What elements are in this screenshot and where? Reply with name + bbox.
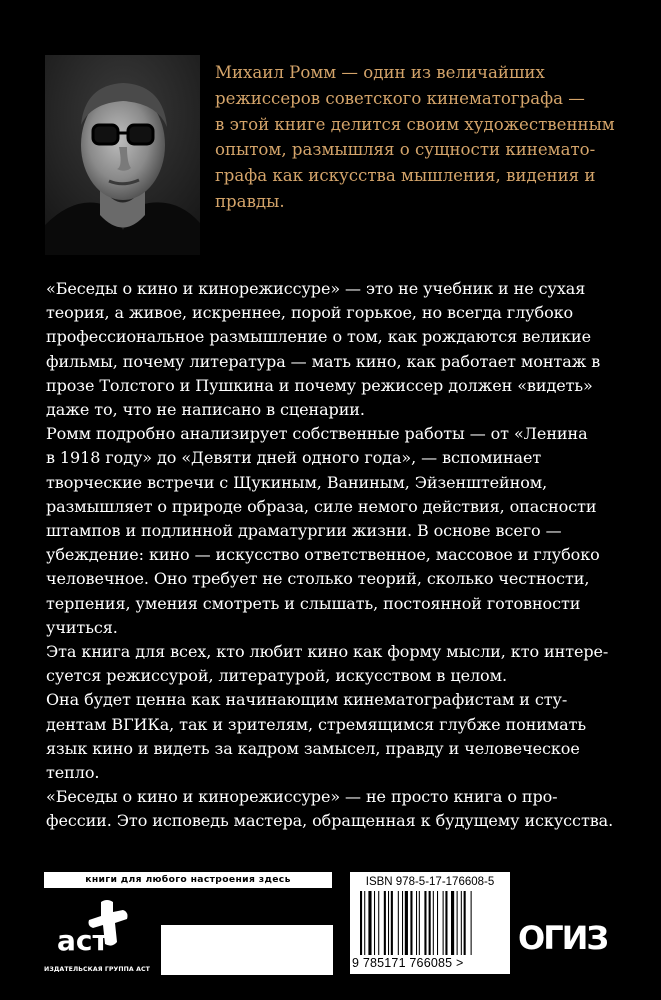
barcode-number: 9 785171 766085 > <box>352 956 464 970</box>
lead-line: правды. <box>215 191 285 211</box>
isbn-text: ISBN 978-5-17-176608-5 <box>365 876 495 888</box>
body-line: в 1918 году» до «Девяти дней одного года», — вспоминает <box>46 448 542 468</box>
lead-line: режиссеров советского кинематографа — <box>215 88 585 108</box>
body-line: человечное. Оно требует не столько теорий, сколько честности, <box>46 569 590 589</box>
body-line: фильмы, почему литература — мать кино, как работает монтаж в <box>46 351 601 371</box>
ogiz-logo <box>518 916 618 956</box>
tagline-banner: книги для любого настроения здесь <box>44 872 332 888</box>
lead-paragraph <box>215 60 635 215</box>
body-line: тепло. <box>46 763 100 783</box>
blank-label-area <box>161 925 333 975</box>
author-photo <box>45 55 200 255</box>
barcode-box <box>350 872 510 974</box>
lead-line: в этой книге делится своим художественным <box>215 114 615 134</box>
body-text <box>46 277 626 834</box>
body-line: язык кино и видеть за кадром замысел, правду и человеческое <box>46 738 580 758</box>
lead-line: Михаил Ромм — один из величайших <box>215 63 545 82</box>
body-line: терпения, умения смотреть и слышать, постоянной готовности <box>46 593 581 613</box>
body-line: суется режиссурой, литературой, искусством в целом. <box>46 666 507 686</box>
body-line: профессиональное размышление о том, как рождаются великие <box>46 327 591 347</box>
body-line: теория, а живое, искреннее, порой горькое, но всегда глубоко <box>46 303 574 323</box>
body-line: даже то, что не написано в сценарии. <box>46 400 365 420</box>
ast-logo <box>55 898 135 960</box>
body-line: творческие встречи с Щукиным, Ваниным, Эйзенштейном, <box>46 472 548 492</box>
publisher-label: ИЗДАТЕЛЬСКАЯ ГРУППА АСТ <box>44 966 150 973</box>
body-line: прозе Толстого и Пушкина и почему режиссер должен «видеть» <box>46 375 593 395</box>
body-line: «Беседы о кино и кинорежиссуре» — это не учебник и не сухая <box>46 279 586 298</box>
body-line: Ромм подробно анализирует собственные работы — от «Ленина <box>46 424 588 444</box>
ogiz-logo-mark <box>518 916 618 956</box>
body-line: Она будет ценна как начинающим кинематографистам и сту- <box>46 690 568 710</box>
body-line: штампов и подлинной драматургии жизни. В основе всего — <box>46 521 562 541</box>
body-line: Эта книга для всех, кто любит кино как форму мысли, кто интере- <box>46 642 609 662</box>
lead-line: опытом, размышляя о сущности кинемато- <box>215 140 596 160</box>
author-portrait-image <box>45 55 200 255</box>
barcode-icon <box>360 891 500 955</box>
body-line: учиться. <box>46 617 118 637</box>
body-line: размышляет о природе образа, силе немого действия, опасности <box>46 496 597 516</box>
body-line: «Беседы о кино и кинорежиссуре» — не просто книга о про- <box>46 787 558 807</box>
body-line: фессии. Это исповедь мастера, обращенная к будущему искусства. <box>46 811 614 831</box>
ast-logo-mark <box>55 898 135 960</box>
body-line: убеждение: кино — искусство ответственное, массовое и глубоко <box>46 545 600 565</box>
ogiz-logo-text: ОГИЗ <box>518 919 608 956</box>
body-line: дентам ВГИКа, так и зрителям, стремящимся глубже понимать <box>46 714 587 734</box>
ast-logo-text: аст <box>57 924 109 957</box>
lead-line: графа как искусства мышления, видения и <box>215 166 596 186</box>
